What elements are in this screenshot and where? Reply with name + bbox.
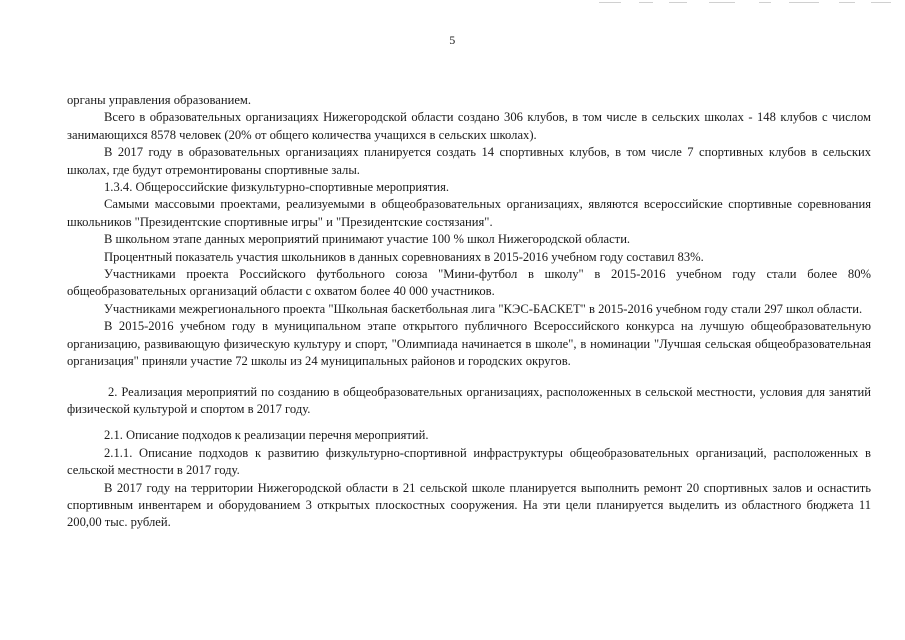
- paragraph-clubs-total: Всего в образовательных организациях Нижегородской области создано 306 клубов, в том числе в сельских школах - 148 клубов с числом занимающихся 8578 человек (20% от общего количества учащихся в сельских школах).: [67, 110, 871, 142]
- paragraph-repair-plan: В 2017 году на территории Нижегородской области в 21 сельской школе планируется выполнить ремонт 20 спортивных залов и оснастить спортивным инвентарем и оборудованием 3 открытых плоскостных сооружения. На эти цели планируется выделить из областного бюджета 11 200,00 тыс. рублей.: [67, 480, 871, 530]
- paragraph-continuation: органы управления образованием.: [67, 93, 252, 107]
- paragraph-mass-projects: Самыми массовыми проектами, реализуемыми в общеобразовательных организациях, являются всероссийские спортивные соревнования школьников "Президентские спортивные игры" и "Президентские состязания".: [67, 197, 871, 229]
- subsection-heading-2-1-1: 2.1.1. Описание подходов к развитию физкультурно-спортивной инфраструктуры общеобразовательных организаций, расположенных в сельской местности в 2017 году.: [67, 445, 871, 478]
- paragraph-school-stage: В школьном этапе данных мероприятий принимают участие 100 % школ Нижегородской области.: [104, 232, 631, 247]
- document-body: [67, 92, 871, 532]
- subsection-heading-1-3-4: 1.3.4. Общероссийские физкультурно-спортивные мероприятия.: [104, 180, 450, 195]
- section-heading-2: 2. Реализация мероприятий по созданию в общеобразовательных организациях, расположенных в сельской местности, условия для занятий физической культурой и спортом в 2017 году.: [67, 384, 871, 416]
- paragraph-mini-football: Участниками проекта Российского футбольного союза "Мини-футбол в школу" в 2015-2016 учебном году стали более 80% общеобразовательных организаций области с охватом более 40 000 участников.: [67, 267, 871, 299]
- paragraph-clubs-plan-2017: В 2017 году в образовательных организациях планируется создать 14 спортивных клубов, в том числе 7 спортивных клубов в сельских школах, где будут отремонтированы спортивные залы.: [67, 145, 871, 177]
- paragraph-participation-rate: Процентный показатель участия школьников в данных соревнованиях в 2015-2016 учебном году составил 83%.: [104, 249, 704, 264]
- subsection-heading-2-1: 2.1. Описание подходов к реализации перечня мероприятий.: [104, 428, 429, 443]
- scan-artifact-marks: [599, 2, 899, 4]
- page-number: 5: [449, 33, 456, 47]
- paragraph-basketball-league: Участниками межрегионального проекта "Школьная баскетбольная лига "КЭС-БАСКЕТ" в 2015-2016 учебном году стали 297 школ области.: [104, 301, 863, 316]
- paragraph-olympiad-contest: В 2015-2016 учебном году в муниципальном этапе открытого публичного Всероссийского конкурса на лучшую общеобразовательную организацию, развивающую физическую культуру и спорт, "Олимпиада начинается в школе", в номинации "Лучшая сельская общеобразовательная организация" приняли участие 72 школы из 24 муниципальных районов и городских округов.: [67, 319, 871, 369]
